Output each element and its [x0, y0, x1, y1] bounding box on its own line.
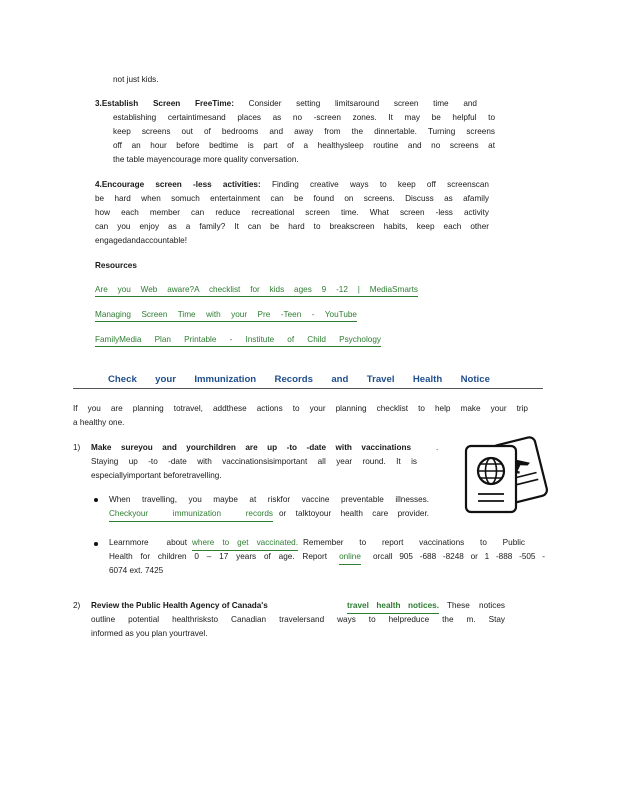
- item3-heading: 3.Establish Screen FreeTime:: [95, 99, 234, 108]
- step1-heading-end: .: [436, 443, 439, 452]
- section-divider: [73, 388, 543, 389]
- report-online-link[interactable]: online: [339, 550, 361, 565]
- intro-line-1: If you are planning totravel, addthese actions to your planning checklist to help make your trip: [73, 404, 528, 413]
- item4-line-5: engagedandaccountable!: [95, 236, 187, 245]
- resource-link-mediasmarts[interactable]: Are you Web aware?A checklist for kids ages 9 -12 | MediaSmarts: [95, 284, 418, 297]
- step2-heading: Review the Public Health Agency of Canada's: [91, 601, 268, 610]
- resources-heading: Resources: [95, 261, 137, 270]
- bullet2-pre: Learnmore about: [109, 538, 187, 547]
- item3-line-4: off an hour before bedtime is part of a healthysleep routine and no screens at: [113, 141, 495, 150]
- section-title-word: Health: [412, 374, 443, 385]
- item3-first-line: [95, 97, 477, 111]
- step1-line-1: Staying up -to -date with vaccinationsisimportant all year round. It is: [91, 457, 417, 466]
- item4-line-2: be hard when somuch entertainment can be found on screens. Discuss as afamily: [95, 194, 489, 203]
- item4-line-3: how each member can reduce recreational screen time. What screen -less activity: [95, 208, 489, 217]
- step2-number: 2): [73, 601, 81, 610]
- bullet1-line-2: [109, 507, 429, 522]
- travel-health-notices-link[interactable]: travel health notices.: [347, 599, 439, 614]
- step1-heading: Make sureyou and yourchildren are up -to -date with vaccinations: [91, 443, 411, 452]
- bullet2-line-3: 6074 ext. 7425: [109, 566, 164, 575]
- bullet2-line-2-post: orcall 905 -688 -8248 or 1 -888 -505 -: [372, 552, 545, 561]
- item4-line-1: Finding creative ways to keep off screenscan: [271, 180, 489, 189]
- section-title-word: Records: [274, 374, 313, 385]
- passport-airplane-icon: [460, 428, 552, 520]
- item3-line-5: the table mayencourage more quality conversation.: [113, 155, 299, 164]
- resource-link-youtube[interactable]: Managing Screen Time with your Pre -Teen - YouTube: [95, 309, 357, 322]
- step2-line-2: outline potential healthrisksto Canadian travelersand ways to helpreduce the m. Stay: [91, 615, 505, 624]
- item3-line-2: establishing certaintimesand places as no -screen zones. It may be helpful to: [113, 113, 495, 122]
- step2-line-3: informed as you plan yourtravel.: [91, 629, 208, 638]
- section-title-word: Check: [108, 374, 137, 385]
- step1-line-2: especiallyimportant beforetravelling.: [91, 471, 222, 480]
- bullet2-post: Remember to report vaccinations to Public: [303, 538, 525, 547]
- item4-heading: 4.Encourage screen -less activities:: [95, 180, 261, 189]
- bullet1-line-1: When travelling, you maybe at riskfor vaccine preventable illnesses.: [109, 495, 429, 504]
- check-immunization-records-link[interactable]: Checkyour immunization records: [109, 507, 273, 522]
- section-title-word: Immunization: [194, 374, 257, 385]
- bullet-marker: [94, 498, 98, 502]
- bullet2-line-2-pre: Health for children 0 – 17 years of age. Report: [109, 552, 327, 561]
- bullet2-line-1: [109, 536, 525, 551]
- section-title-word: Travel: [366, 374, 395, 385]
- item4-first-line: [95, 178, 489, 192]
- step2-post: These notices: [447, 601, 505, 610]
- intro-line-2: a healthy one.: [73, 418, 125, 427]
- resource-link-child-psychology[interactable]: FamilyMedia Plan Printable - Institute of Child Psychology: [95, 334, 381, 347]
- where-to-get-vaccinated-link[interactable]: where to get vaccinated.: [192, 536, 298, 551]
- step1-number: 1): [73, 443, 81, 452]
- bullet2-line-2: [109, 550, 545, 565]
- section-title: [108, 374, 490, 385]
- item4-line-4: can you enjoy as a family? It can be hard to breakscreen habits, keep each other: [95, 222, 489, 231]
- step2-line-1: [91, 599, 505, 614]
- item3-line-3: keep screens out of bedrooms and away from the dinnertable. Turning screens: [113, 127, 495, 136]
- item3-line-1: Consider setting limitsaround screen time and: [248, 99, 477, 108]
- section-title-word: your: [155, 374, 176, 385]
- bullet-marker: [94, 542, 98, 546]
- continuation-text: not just kids.: [113, 75, 159, 84]
- bullet1-line-2-rest: or talktoyour health care provider.: [279, 509, 429, 518]
- section-title-word: Notice: [460, 374, 490, 385]
- section-title-word: and: [331, 374, 349, 385]
